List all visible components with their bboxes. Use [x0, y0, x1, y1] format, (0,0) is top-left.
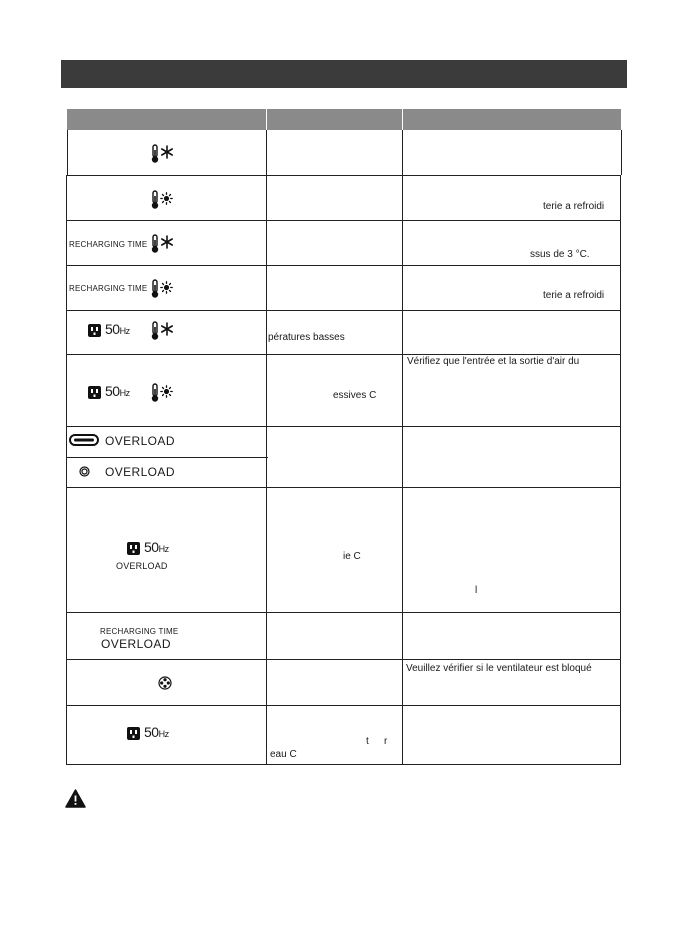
frequency-value: 50 [105, 321, 120, 337]
header-divider [266, 109, 267, 130]
frequency-value: 50 [105, 383, 120, 399]
usb-c-icon [69, 434, 99, 446]
thermometer-icon [150, 190, 160, 210]
fan-icon [158, 676, 172, 690]
thermometer-icon [150, 383, 160, 403]
cause-text: ie C [343, 551, 361, 562]
overload-label: OVERLOAD [101, 637, 171, 651]
solution-text: Veuillez vérifier si le ventilateur est bloqué [406, 663, 592, 674]
frequency-readout [144, 541, 169, 555]
frequency-readout [105, 323, 130, 337]
outlet-icon [127, 542, 140, 555]
frequency-value: 50 [144, 724, 159, 740]
cause-text: essives C [333, 390, 377, 401]
recharging-time-label: RECHARGING TIME [69, 240, 148, 249]
header-divider [402, 109, 403, 130]
sun-icon [160, 385, 173, 398]
overload-label: OVERLOAD [105, 465, 175, 479]
cause-text: eau C [270, 749, 297, 760]
frequency-readout [105, 385, 130, 399]
frequency-unit: Hz [119, 388, 130, 398]
overload-label: OVERLOAD [116, 561, 168, 571]
frequency-unit: Hz [158, 544, 169, 554]
recharging-time-label: RECHARGING TIME [69, 284, 148, 293]
snowflake-icon [160, 145, 174, 159]
outlet-icon [127, 727, 140, 740]
car-outlet-icon [79, 466, 90, 477]
solution-text: terie a refroidi [543, 290, 605, 301]
thermometer-icon [150, 234, 160, 254]
sun-icon [160, 281, 173, 294]
solution-text: Vérifiez que l'entrée et la sortie d'air du [407, 356, 580, 367]
frequency-unit: Hz [158, 729, 169, 739]
snowflake-icon [160, 322, 174, 336]
recharging-time-label: RECHARGING TIME [100, 627, 179, 636]
thermometer-icon [150, 321, 160, 341]
thermometer-icon [150, 144, 160, 164]
cause-text: pératures basses [268, 332, 345, 343]
solution-text: terie a refroidi [543, 201, 605, 212]
cause-text: t [366, 736, 369, 747]
table-header [67, 109, 621, 130]
thermometer-icon [150, 279, 160, 299]
sun-icon [160, 192, 173, 205]
warning-icon [65, 789, 86, 808]
frequency-readout [144, 726, 169, 740]
frequency-unit: Hz [119, 326, 130, 336]
snowflake-icon [160, 235, 174, 249]
cause-text: r [384, 736, 388, 747]
outlet-icon [88, 324, 101, 337]
frequency-value: 50 [144, 539, 159, 555]
solution-text: l [475, 585, 478, 596]
solution-text: ssus de 3 °C. [530, 249, 590, 260]
section-title-bar [61, 60, 627, 88]
overload-label: OVERLOAD [105, 434, 175, 448]
outlet-icon [88, 386, 101, 399]
